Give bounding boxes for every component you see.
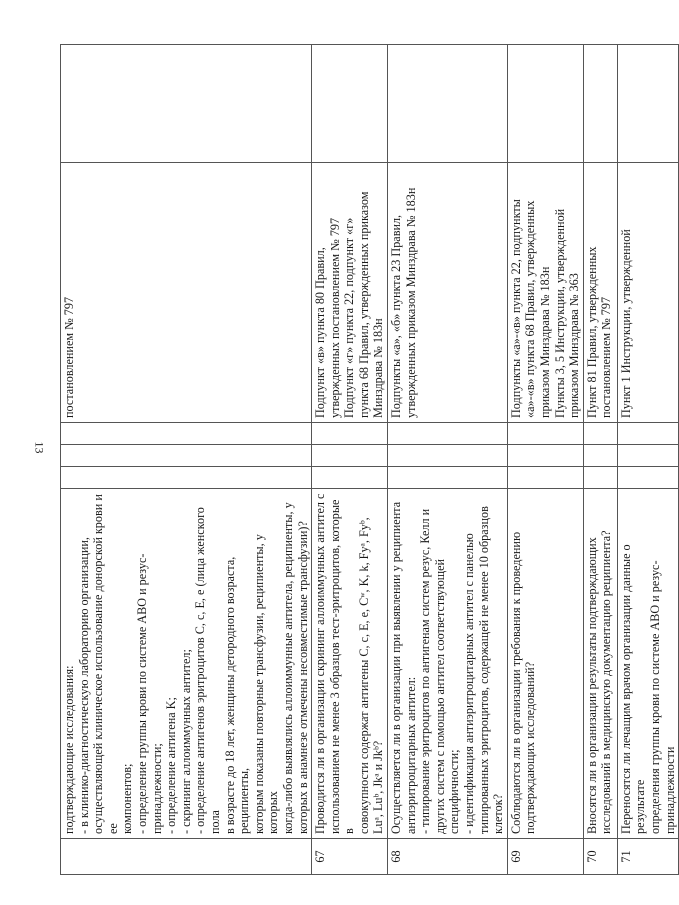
question-line: Осуществляется ли в организации при выявлении у реципиента — [389, 501, 404, 834]
answer-yes-cell — [61, 467, 312, 489]
page-number: 13 — [32, 441, 47, 454]
question-line: - определение группы крови по системе АВО и резус- — [134, 553, 149, 834]
question-line: - идентификация антиэритроцитарных антител с панелью — [462, 533, 477, 834]
reference-line: Пункт 81 Правил, утвержденных — [584, 246, 599, 418]
reference-line: Подпункт «в» пункта 80 Правил, — [313, 247, 328, 418]
reference-cell — [507, 163, 583, 423]
table-row — [583, 45, 617, 875]
question-cell — [312, 489, 388, 839]
reference-line: Подпункты «а»-«в» пункта 22, подпункты — [508, 199, 523, 418]
row-number: 67 — [312, 839, 388, 875]
reference-line: утвержденных постановлением № 797 — [327, 217, 342, 418]
row-number: 69 — [507, 839, 583, 875]
reference-cell — [617, 163, 678, 423]
note-cell — [61, 45, 312, 163]
answer-yes-cell — [617, 467, 678, 489]
table-row — [312, 45, 388, 875]
note-cell — [507, 45, 583, 163]
reference-cell — [388, 163, 508, 423]
answer-yes-cell — [388, 467, 508, 489]
reference-line: пункта 68 Правил, утвержденных приказом — [356, 191, 371, 418]
table-row — [617, 45, 678, 875]
question-line: принадлежности; — [149, 743, 164, 834]
reference-line: приказом Минздрава № 183н — [538, 266, 552, 418]
answer-na-cell — [617, 423, 678, 445]
table-row — [388, 45, 508, 875]
question-line: подтверждающие исследования: — [62, 665, 76, 834]
reference-line: Пункты 3, 5 Инструкции, утвержденной — [552, 208, 567, 418]
note-cell — [312, 45, 388, 163]
question-line: когда-либо выявлялись аллоиммунные антитела, реципиенты, у — [280, 502, 295, 834]
question-line: Переносятся ли лечащим врачом организации данные о результате — [618, 544, 648, 834]
answer-na-cell — [507, 423, 583, 445]
document-sheet — [60, 45, 677, 875]
row-number: 70 — [583, 839, 617, 875]
answer-no-cell — [507, 445, 583, 467]
answer-no-cell — [312, 445, 388, 467]
question-line: в возрасте до 18 лет, женщины детородного возраста, реципиенты, — [222, 556, 252, 834]
note-cell — [583, 45, 617, 163]
note-cell — [617, 45, 678, 163]
table-row — [507, 45, 583, 875]
question-line: Luᵃ, Luᵇ, Jkᵃ и Jkᵇ? — [371, 740, 386, 834]
answer-yes-cell — [312, 467, 388, 489]
question-line: - определение антигенов эритроцитов C, c, E, e (лица женского пола — [193, 507, 222, 834]
question-line: антиэритроцитарных антител: — [403, 676, 418, 834]
reference-line: приказом Минздрава № 363 — [567, 273, 582, 418]
answer-yes-cell — [507, 467, 583, 489]
question-line: определения группы крови по системе АВО и резус-принадлежности — [647, 560, 677, 834]
note-cell — [388, 45, 508, 163]
question-line: клеток? — [491, 793, 506, 834]
question-cell — [61, 489, 312, 839]
question-cell — [507, 489, 583, 839]
answer-na-cell — [61, 423, 312, 445]
question-line: - типирование эритроцитов по антигенам систем резус, Келл и — [418, 508, 433, 834]
reference-line: Подпункт «г» пункта 22, подпункт «г» — [342, 217, 357, 418]
reference-cell — [583, 163, 617, 423]
row-number: 71 — [617, 839, 678, 875]
reference-line: Пункт 1 Инструкции, утвержденной — [618, 229, 633, 418]
reference-line: Подпункты «а», «б» пункта 23 Правил, — [389, 214, 404, 418]
question-line: исследований в медицинскую документацию реципиента? — [599, 530, 614, 834]
reference-cell — [61, 163, 312, 423]
question-line: которым показаны повторные трансфузии, реципиенты, у которых — [251, 534, 281, 834]
question-line: совокупности содержат антигены C, c, E, e, Cʷ, K, k, Fyᵃ, Fyᵇ, — [356, 517, 371, 834]
answer-yes-cell — [583, 467, 617, 489]
reference-line: «а»-«в» пункта 68 Правил, утвержденных — [523, 200, 538, 418]
question-cell — [388, 489, 508, 839]
question-line: осуществляющей клиническое использование донорской крови и ее — [91, 494, 120, 834]
question-line: Проводится ли в организации скрининг аллоиммунных антител с — [313, 493, 328, 834]
table-row — [61, 45, 312, 875]
question-line: - в клинико-диагностическую лабораторию организации, — [76, 537, 91, 834]
answer-no-cell — [388, 445, 508, 467]
question-line: - определение антигена K; — [164, 697, 179, 834]
question-line: - скрининг аллоиммунных антител; — [178, 649, 193, 834]
question-cell — [617, 489, 678, 839]
reference-cell — [312, 163, 388, 423]
answer-no-cell — [583, 445, 617, 467]
answer-na-cell — [312, 423, 388, 445]
reference-line: утвержденных приказом Минздрава № 183н — [403, 187, 418, 418]
answer-na-cell — [583, 423, 617, 445]
question-line: компонентов; — [120, 763, 135, 834]
row-number: 68 — [388, 839, 508, 875]
reference-line: постановлением № 797 — [62, 296, 76, 418]
checklist-table — [60, 44, 679, 875]
question-line: подтверждающих исследований? — [523, 661, 538, 834]
reference-line: Минздрава № 183н — [371, 318, 386, 418]
reference-line: постановлением № 797 — [599, 296, 614, 418]
answer-no-cell — [617, 445, 678, 467]
question-line: Соблюдаются ли в организации требования к проведению — [508, 531, 523, 834]
question-cell — [583, 489, 617, 839]
question-line: типированных эритроцитов, содержащей не менее 10 образцов — [476, 506, 491, 834]
question-line: Вносятся ли в организации результаты подтверждающих — [584, 537, 599, 834]
question-line: использованием не менее 3 образцов тест-эритроцитов, которые в — [327, 499, 357, 834]
answer-no-cell — [61, 445, 312, 467]
answer-na-cell — [388, 423, 508, 445]
row-number — [61, 839, 312, 875]
question-line: других систем с помощью антител соответствующей специфичности; — [432, 558, 462, 834]
question-line: которых в анамнезе отмечены несовместимые трансфузии)? — [295, 521, 310, 834]
